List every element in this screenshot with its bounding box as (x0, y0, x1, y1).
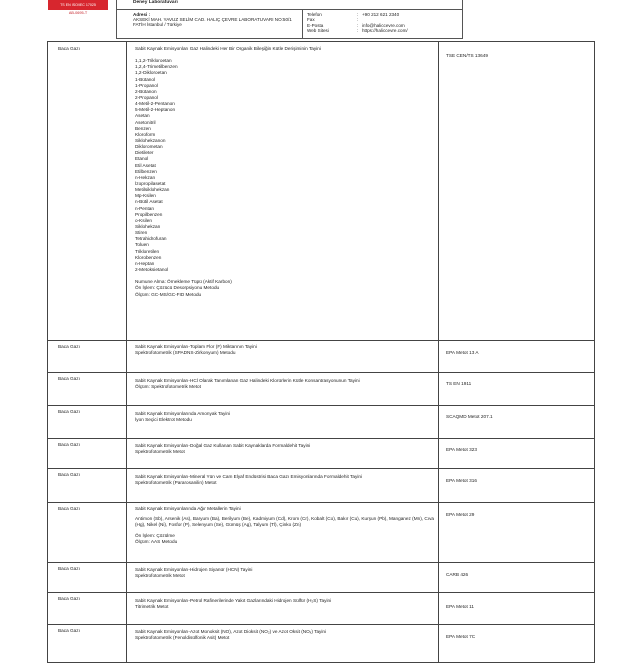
metals-list: Antimon (Sb), Arsenik (As), Baryum (Ba), Berilyum (Be), Kadmiyum (Cd), Krom (Cr), Kobalt (Co), Bakır (Cu), Kurşun (Pb), Manganez (Mn), Cıva (Hg), Nikel (Ni), Fosfor (P), Selenyum (Se), Gümüş (Ag), Talyum (Tl), Çinko (Zn) (135, 516, 435, 528)
compound-item: Trikloretilen (135, 248, 160, 254)
accreditation-number: AB-0695-T (68, 11, 88, 15)
compound-item: Asetonitril (135, 119, 156, 125)
test-cell (135, 378, 435, 390)
compound-item: 1,2-Dikloroetan (135, 70, 167, 76)
method-notes (135, 279, 435, 298)
matrix-cell: Baca Gazı (58, 442, 80, 447)
test-title: Sabit Kaynak Emisyonları-HCl Olarak Tanımlanan Gaz Halindeki Klorürlerin Kütle Konsantrasyonunun Tayini (135, 378, 360, 383)
method-cell: EPA Metot 13 A (446, 350, 479, 355)
table-row (48, 562, 594, 593)
method-cell: EPA Metot 7C (446, 634, 476, 639)
contact-separator: : (357, 22, 359, 28)
test-subtitle: Spektrofotometrik (Fenoldisülfonik Asit) Metot (135, 635, 230, 641)
contact-label: Web Sitesi (307, 27, 329, 33)
compound-item: 5-Metil-2-Heptanon (135, 107, 176, 113)
test-cell (135, 598, 435, 610)
compound-item: Stiren (135, 230, 148, 236)
contact-separator: : (357, 17, 359, 23)
test-title: Sabit Kaynak Emisyonları-Hidrojen Siyanür (HCN) Tayini (135, 567, 253, 572)
compound-item: o-Ksilen (135, 217, 152, 223)
header-column-divider (302, 9, 303, 38)
address-label: Adresi : (133, 12, 151, 17)
table-row (48, 405, 594, 439)
test-title: Sabit Kaynak Emisyonları-Doğal Gaz Kullanan Sabit Kaynaklarda Formaldehit Tayini (135, 443, 311, 448)
matrix-cell: Baca Gazı (58, 506, 80, 511)
test-subtitle: Spektrofotometrik (SPADNS-Zirkonyum) Metodu (135, 350, 236, 356)
compound-item: Etanol (135, 156, 149, 162)
test-title: Sabit Kaynak Emisyonları-Petrol Rafinerilerinde Yakıt Gazlarındaki Hidrojen Sülfür (H₂S) Tayini (135, 598, 332, 603)
test-cell (135, 474, 435, 486)
compound-item: Tetrahidrofuran (135, 236, 167, 242)
contact-separator: : (357, 12, 359, 17)
test-cell (135, 443, 435, 455)
compound-item: Metilsiklohekzan (135, 187, 170, 193)
compound-item: n-Hekzan (135, 174, 156, 180)
compound-item: Siklohekzan (135, 224, 161, 229)
note-line: Ön İşlem: Çözülme (135, 532, 175, 538)
compound-item: Toluen (135, 242, 149, 248)
table-row (48, 592, 594, 625)
method-cell: EPA Metot 11 (446, 604, 474, 609)
compound-item: n-Pentan (135, 205, 155, 211)
method-cell: EPA Metot 316 (446, 478, 477, 483)
test-cell (135, 506, 435, 545)
scope-table (47, 41, 595, 663)
note-line: Ölçüm: AAS Metodu (135, 538, 178, 544)
table-row (48, 468, 594, 503)
table-row (48, 340, 594, 373)
test-subtitle: Spektrofotometrik Metot (135, 573, 185, 579)
method-cell: SCAQMD Metot 207.1 (446, 414, 493, 419)
table-row (48, 372, 594, 406)
test-cell (135, 567, 435, 579)
compound-item: 1-Bütanol (135, 76, 156, 82)
method-cell: TS EN 1911 (446, 381, 472, 386)
table-row (48, 438, 594, 469)
note-line: Numune Alma: Örnekleme Tüpü (Aktif Karbon) (135, 279, 232, 285)
compound-item: 2-Bütanon (135, 88, 157, 94)
matrix-cell: Baca Gazı (58, 628, 80, 633)
compound-item: 2-Propanol (135, 95, 158, 101)
table-row (48, 42, 594, 341)
test-title: Sabit Kaynak Emisyonları-Toplam Flor (F) Miktarının Tayini (135, 344, 257, 349)
document-header (116, 0, 463, 39)
compound-item: Benzen (135, 125, 151, 131)
note-line: Ön İşlem: Çözücü Desorpsiyonu Metodu (135, 285, 220, 291)
contact-label: E-Posta (307, 22, 324, 28)
contact-value: +90 212 621 2340 (362, 12, 400, 17)
compound-item: Dietileter (135, 150, 154, 156)
compound-item: Etil Asetat (135, 162, 156, 168)
test-title: Sabit Kaynak Emisyonlarında Amonyak Tayini (135, 411, 231, 416)
compound-item: Propilbenzen (135, 211, 163, 217)
compound-item: Klorobenzen (135, 254, 162, 260)
method-cell: TSE CEN/TS 13649 (446, 53, 488, 58)
contact-block (307, 12, 457, 33)
test-title: Sabit Kaynak Emisyonları-Azot Monoksit (NO), Azot Dioksit (NO₂) ve Azot Oksit (NOₓ) Tayini (135, 629, 327, 634)
test-subtitle: İyon Seçici Elektrot Metodu (135, 417, 192, 423)
matrix-cell: Baca Gazı (58, 472, 80, 477)
note-line: Ölçüm: GC-MS/GC-FID Metodu (135, 291, 202, 297)
table-row (48, 502, 594, 563)
test-subtitle: Ölçüm: Spektrofotometrik Metot (135, 384, 201, 390)
matrix-cell: Baca Gazı (58, 409, 80, 414)
compound-item: 4-Metil-2-Pentanon (135, 101, 175, 107)
test-title: Sabit Kaynak Emisyonlarında Ağır Metallerin Tayini (135, 506, 241, 511)
test-subtitle: Titrimetrik Metot (135, 604, 169, 610)
lab-type: Deney Laboratuvarı (133, 0, 178, 5)
method-cell: CARB 426 (446, 572, 469, 577)
contact-separator: : (357, 27, 359, 33)
contact-label: Telefon (307, 12, 322, 17)
address-line-1: AKSEKİ MAH. YAVUZ SELİM CAD. HALIÇ ÇEVRE LABORATUVARI NO:50/1 (133, 17, 292, 22)
method-cell: EPA Metot 323 (446, 447, 477, 452)
matrix-cell: Baca Gazı (58, 46, 80, 51)
contact-label: Fax (307, 17, 315, 23)
test-subtitle: Spektrofotometrik Metot (135, 449, 185, 455)
test-title: Sabit Kaynak Emisyonları Gaz Halindeki Her Bir Organik Bileşiğin Kütle Derişiminin Tayini (135, 46, 321, 51)
address-line-2: FATİH İstanbul / Türkiye (133, 22, 182, 27)
contact-value[interactable]: https://haliccevre.com/ (362, 27, 408, 33)
compound-item: n-Heptan (135, 260, 155, 266)
compound-item: Mp-Ksilen (135, 193, 156, 199)
compound-item: Diklorometan (135, 144, 163, 150)
compound-list (135, 58, 435, 273)
matrix-cell: Baca Gazı (58, 566, 80, 571)
compound-item: İzopropilasetat (135, 181, 166, 187)
method-notes (135, 533, 435, 545)
method-cell: EPA Metot 29 (446, 512, 475, 517)
test-cell (135, 46, 435, 298)
test-cell (135, 411, 435, 423)
test-cell (135, 344, 435, 356)
compound-item: Siklohekzanon (135, 138, 166, 144)
compound-item: 2-Metoksietanol (135, 266, 169, 272)
compound-item: n-Bütil Asetat (135, 199, 163, 205)
table-row (48, 624, 594, 664)
compound-item: 1,1,2-Trikloroetan (135, 58, 172, 64)
compound-item: 1,2,4-Trimetilbenzen (135, 64, 178, 70)
matrix-cell: Baca Gazı (58, 596, 80, 601)
accreditation-logo: TS EN ISO/IEC 17025 (48, 0, 108, 10)
matrix-cell: Baca Gazı (58, 376, 80, 381)
contact-value[interactable]: info@haliccevre.com (362, 22, 405, 28)
compound-item: Kloroform (135, 131, 156, 137)
test-title: Sabit Kaynak Emisyonları-Mineral Yün ve Cam Elyaf Endüstrisi Baca Gazı Emisyonlarında Formaldehit Tayini (135, 474, 363, 479)
compound-item: Asetan (135, 113, 150, 119)
compound-item: Etilbenzen (135, 168, 157, 174)
contact-website (307, 28, 457, 33)
compound-item: 1-Propanol (135, 82, 158, 88)
header-divider (117, 9, 462, 10)
test-subtitle: Spektrofotometrik (Pararosanilin) Metot (135, 480, 217, 486)
matrix-cell: Baca Gazı (58, 344, 80, 349)
